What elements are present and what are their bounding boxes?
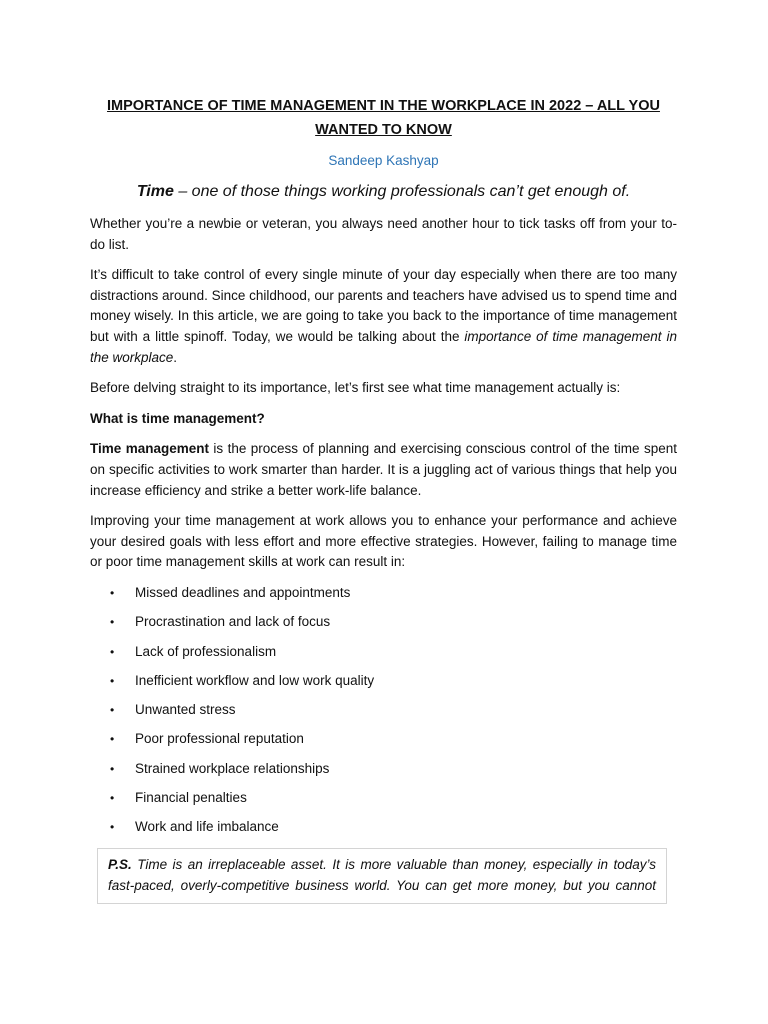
list-item-text: Unwanted stress: [135, 702, 236, 718]
distractions-paragraph: [90, 265, 677, 368]
tagline-rest: – one of those things working professionals can’t get enough of.: [173, 183, 631, 200]
author-name: Sandeep Kashyap: [328, 153, 439, 168]
list-item-text: Lack of professionalism: [135, 643, 277, 659]
tagline: [90, 180, 677, 204]
tagline-lead: Time: [136, 183, 174, 200]
list-item-text: Work and life imbalance: [135, 819, 279, 835]
ps-callout-box: [97, 848, 667, 904]
bullet-icon: •: [110, 673, 115, 688]
bullet-icon: •: [110, 820, 115, 835]
ps-line-1: [108, 855, 656, 876]
list-item-text: Procrastination and lack of focus: [135, 614, 331, 630]
ps-label: P.S.: [108, 857, 132, 872]
list-item: [90, 817, 677, 846]
section-heading: What is time management?: [90, 410, 265, 426]
list-item: [90, 612, 677, 641]
list-item-text: Poor professional reputation: [135, 731, 304, 747]
distractions-end: .: [173, 349, 178, 365]
list-item-text: Financial penalties: [135, 789, 247, 805]
distractions-emphasis: importance of time management in the workplace: [90, 328, 678, 365]
list-item: [90, 642, 677, 671]
consequences-paragraph: Improving your time management at work allows you to enhance your performance and achieve your desired goals with less effort and more effective strategies. However, failing to manage time or poor time management skills at work can result in:: [90, 513, 677, 570]
consequences-list: [90, 583, 677, 847]
list-item-text: Missed deadlines and appointments: [135, 584, 351, 600]
before-delving-paragraph: Before delving straight to its importance, let’s first see what time management actually is:: [90, 380, 621, 396]
intro-paragraph: Whether you’re a newbie or veteran, you always need another hour to tick tasks off from your to-do list.: [90, 216, 677, 252]
bullet-icon: •: [110, 761, 115, 776]
document-page: [90, 94, 677, 847]
list-item: [90, 671, 677, 700]
definition-paragraph: [90, 439, 677, 501]
list-item: [90, 729, 677, 758]
list-item: [90, 759, 677, 788]
bullet-icon: •: [110, 732, 115, 747]
distractions-text: It’s difficult to take control of every single minute of your day especially when there are too many distractions around. Since childhood, our parents and teachers have advised us to spend time and money wisely. In this article, we are going to take you back to the importance of time management but with a little spinoff. Today, we would be talking about the: [90, 267, 677, 344]
list-item: [90, 583, 677, 612]
list-item-text: Inefficient workflow and low work quality: [135, 672, 375, 688]
definition-text: is the process of planning and exercising conscious control of the time spent on specific activities to work smarter than harder. It is a juggling act of various things that help you increase efficiency and strike a better work-life balance.: [90, 441, 677, 498]
bullet-icon: •: [110, 790, 115, 805]
list-item-text: Strained workplace relationships: [135, 760, 330, 776]
ps-line-2: fast-paced, overly-competitive business world. You can get more money, but you cannot: [108, 877, 656, 893]
bullet-icon: •: [110, 703, 115, 718]
document-title: IMPORTANCE OF TIME MANAGEMENT IN THE WORKPLACE IN 2022 – ALL YOU WANTED TO KNOW: [107, 98, 660, 138]
bullet-icon: •: [110, 644, 115, 659]
bullet-icon: •: [110, 615, 115, 630]
bullet-icon: •: [110, 585, 115, 600]
list-item: [90, 700, 677, 729]
definition-term: Time management: [90, 441, 209, 457]
list-item: [90, 788, 677, 817]
ps-line-1-text: Time is an irreplaceable asset. It is more valuable than money, especially in today’s: [131, 857, 656, 872]
